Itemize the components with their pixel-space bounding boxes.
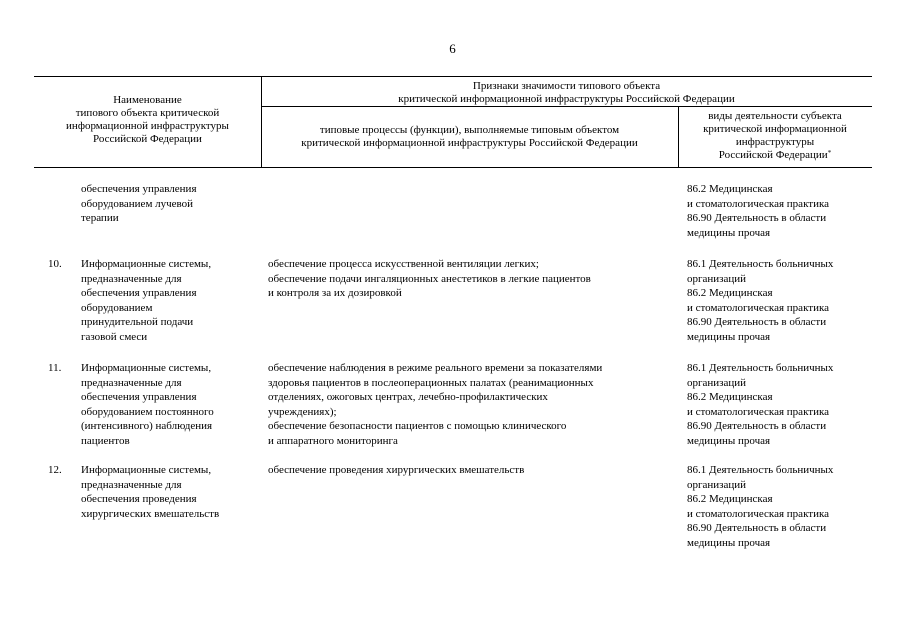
header-group-rule xyxy=(261,106,872,107)
cell-text-line: организаций xyxy=(687,376,747,389)
cell-text-line: медицины прочая xyxy=(687,226,771,239)
row-number: 10. xyxy=(48,258,62,270)
cell-text-line: медицины прочая xyxy=(687,536,771,549)
header-activities-column xyxy=(678,110,872,162)
cell-text-line: 86.90 Деятельность в области xyxy=(687,522,827,534)
cell-text-line: отделениях, ожоговых центрах, лечебно-профилактических xyxy=(268,391,548,403)
cell-text-line: 86.90 Деятельность в области xyxy=(687,420,827,432)
header-text-line: Российской Федерации* xyxy=(718,149,832,161)
row-name-cell xyxy=(81,257,261,344)
header-text-line: критической информационной xyxy=(703,123,847,135)
footnote-mark: * xyxy=(827,149,832,157)
header-text-line: критической информационной инфраструктуры Российской Федерации xyxy=(398,93,735,105)
cell-text-line: и стоматологическая практика xyxy=(687,507,830,520)
cell-text-line: оборудованием xyxy=(81,301,153,314)
cell-text-line: медицины прочая xyxy=(687,330,771,343)
header-text-line: типового объекта критической xyxy=(75,107,220,119)
cell-text-line: организаций xyxy=(687,272,747,285)
cell-text-line: обеспечение подачи ингаляционных анестетиков в легкие пациентов xyxy=(268,272,591,285)
header-text-line: виды деятельности субъекта xyxy=(708,110,842,122)
header-bottom-rule xyxy=(34,167,872,168)
cell-text-line: 86.90 Деятельность в области xyxy=(687,212,827,224)
row-name-cell xyxy=(81,463,261,521)
cell-text-line: терапии xyxy=(81,212,119,224)
header-name-column xyxy=(34,94,261,146)
cell-text-line: обеспечения проведения xyxy=(81,493,197,505)
cell-text-line: оборудованием постоянного xyxy=(81,405,214,418)
row-name-cell xyxy=(81,361,261,448)
cell-text-line: и контроля за их дозировкой xyxy=(268,287,402,299)
header-processes-column xyxy=(261,124,678,150)
cell-text-line: медицины прочая xyxy=(687,434,771,447)
cell-text-line: пациентов xyxy=(81,434,130,447)
row-activities-cell xyxy=(687,257,872,344)
row-activities-cell xyxy=(687,463,872,550)
header-text-line: критической информационной инфраструктуры Российской Федерации xyxy=(301,137,638,149)
cell-text-line: учреждениях); xyxy=(268,405,337,418)
cell-text-line: обеспечение безопасности пациентов с помощью клинического xyxy=(268,420,567,432)
header-text-line: Наименование xyxy=(113,94,182,106)
cell-text-line: обеспечения управления xyxy=(81,391,197,403)
header-text-line: инфраструктуры xyxy=(735,136,815,148)
cell-text-line: и аппаратного мониторинга xyxy=(268,434,398,447)
row-activities-cell xyxy=(687,361,872,448)
cell-text-line: предназначенные для xyxy=(81,272,182,285)
row-activities-cell xyxy=(687,182,872,240)
cell-text-line: и стоматологическая практика xyxy=(687,197,830,210)
cell-text-line: газовой смеси xyxy=(81,330,148,343)
cell-text-line: и стоматологическая практика xyxy=(687,301,830,314)
cell-text-line: Информационные системы, xyxy=(81,258,212,270)
row-name-cell xyxy=(81,182,261,226)
cell-text-line: организаций xyxy=(687,478,747,491)
cell-text-line: 86.1 Деятельность больничных xyxy=(687,464,834,476)
row-number: 12. xyxy=(48,464,62,476)
header-text-line: Российской Федерации xyxy=(93,133,202,145)
row-number: 11. xyxy=(48,362,62,374)
cell-text-line: обеспечение наблюдения в режиме реального времени за показателями xyxy=(268,362,603,374)
header-text-line: информационной инфраструктуры xyxy=(66,120,229,132)
cell-text-line: 86.2 Медицинская xyxy=(687,493,773,505)
cell-text-line: Информационные системы, xyxy=(81,362,212,374)
cell-text-line: оборудованием лучевой xyxy=(81,197,194,210)
cell-text-line: Информационные системы, xyxy=(81,464,212,476)
cell-text-line: обеспечение процесса искусственной вентиляции легких; xyxy=(268,258,539,270)
cell-text-line: 86.2 Медицинская xyxy=(687,287,773,299)
cell-text-line: 86.2 Медицинская xyxy=(687,391,773,403)
cell-text-line: предназначенные для xyxy=(81,478,182,491)
row-processes-cell xyxy=(268,257,678,301)
cell-text-line: 86.90 Деятельность в области xyxy=(687,316,827,328)
cell-text-line: обеспечения управления xyxy=(81,183,197,195)
cell-text-line: 86.1 Деятельность больничных xyxy=(687,258,834,270)
page-number: 6 xyxy=(449,41,456,56)
header-text-line: Признаки значимости типового объекта xyxy=(472,80,661,92)
cell-text-line: здоровья пациентов в послеоперационных палатах (реанимационных xyxy=(268,376,594,389)
cell-text-line: 86.2 Медицинская xyxy=(687,183,773,195)
cell-text-line: (интенсивного) наблюдения xyxy=(81,420,213,432)
cell-text-line: обеспечение проведения хирургических вмешательств xyxy=(268,464,525,476)
cell-text-line: принудительной подачи xyxy=(81,316,194,328)
cell-text-line: 86.1 Деятельность больничных xyxy=(687,362,834,374)
table-top-rule xyxy=(34,76,872,77)
header-group-title xyxy=(261,80,872,106)
cell-text-line: обеспечения управления xyxy=(81,287,197,299)
cell-text-line: предназначенные для xyxy=(81,376,182,389)
header-text-line: типовые процессы (функции), выполняемые типовым объектом xyxy=(319,124,620,136)
cell-text-line: и стоматологическая практика xyxy=(687,405,830,418)
cell-text-line: хирургических вмешательств xyxy=(81,507,220,520)
row-processes-cell xyxy=(268,361,678,448)
row-processes-cell xyxy=(268,463,678,478)
